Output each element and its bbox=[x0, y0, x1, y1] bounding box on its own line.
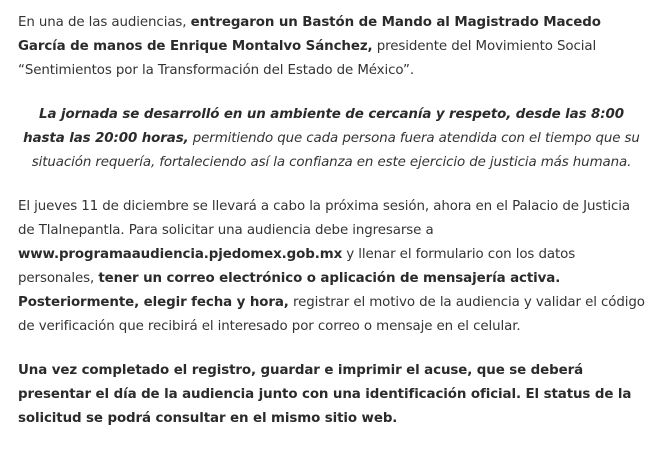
website-address: www.programaaudiencia.pjedomex.gob.mx bbox=[18, 247, 343, 262]
paragraph-proxima-sesion bbox=[18, 195, 645, 339]
paragraph-jornada-quote bbox=[18, 103, 645, 175]
paragraph-text: permitiendo que cada persona fuera atendida con el tiempo que su situación requería, fortaleciendo así la confianza en este ejercicio de justicia más humana. bbox=[31, 131, 640, 170]
paragraph-bold-text: Una vez completado el registro, guardar e imprimir el acuse, que se deberá presentar el día de la audiencia junto con una identificación oficial. El status de la solicitud se podrá consultar en el mismo sitio web. bbox=[18, 363, 632, 426]
paragraph-baston-de-mando bbox=[18, 11, 645, 83]
paragraph-text: presidente del Movimiento Social “Sentimientos por la Transformación del Estado de México”. bbox=[18, 39, 597, 78]
paragraph-text: y llenar el formulario con los datos personales, bbox=[18, 247, 576, 286]
paragraph-bold-text: entregaron un Bastón de Mando al Magistrado Macedo García de manos de Enrique Montalvo Sánchez, bbox=[18, 15, 601, 54]
paragraph-text: En una de las audiencias, bbox=[18, 15, 191, 30]
paragraph-bold-text: tener un correo electrónico o aplicación de mensajería activa. Posteriormente, elegir fecha y hora, bbox=[18, 271, 561, 310]
paragraph-registro bbox=[18, 359, 645, 431]
paragraph-bold-text: La jornada se desarrolló en un ambiente de cercanía y respeto, desde las 8:00 hasta las 20:00 horas, bbox=[23, 107, 624, 146]
paragraph-text: registrar el motivo de la audiencia y validar el código de verificación que recibirá el interesado por correo o mensaje en el celular. bbox=[18, 295, 645, 334]
paragraph-text: El jueves 11 de diciembre se llevará a cabo la próxima sesión, ahora en el Palacio de Justicia de Tlalnepantla. Para solicitar una audiencia debe ingresarse a bbox=[18, 199, 630, 238]
